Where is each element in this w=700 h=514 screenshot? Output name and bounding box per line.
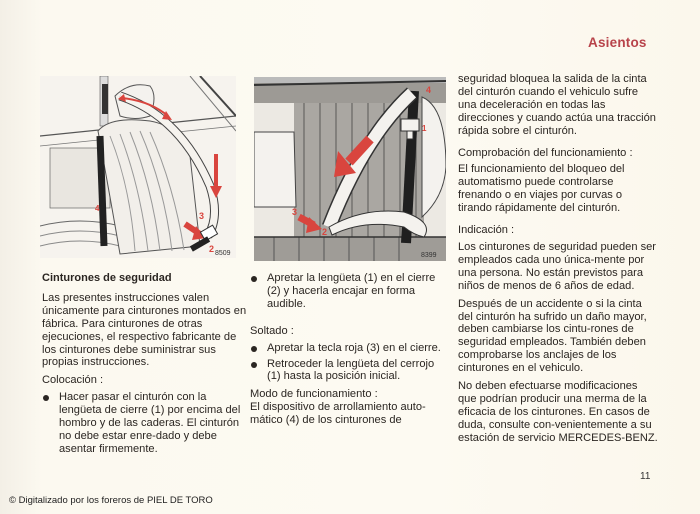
section-heading: Cinturones de seguridad — [42, 272, 172, 284]
callout-2: 2 — [209, 244, 215, 254]
bullet-text: Apretar la tecla roja (3) en el cierre. — [267, 341, 441, 354]
seat-belt-retractor-figure — [254, 77, 446, 261]
callout-1: 1 — [422, 124, 427, 133]
modo-label: Modo de funcionamiento : — [250, 388, 378, 401]
bullet-text: Hacer pasar el cinturón con la lengüeta de cierre (1) por encima del hombro y de las caderas. El cinturón no debe estar enre-dado y debe asentar firmemente. — [59, 391, 241, 455]
bullet-text: Retroceder la lengüeta del cerrojo (1) hasta la posición inicial. — [267, 357, 435, 383]
list-item — [250, 342, 450, 355]
callout-3: 3 — [292, 207, 298, 217]
bullet-icon — [251, 346, 257, 352]
list-item — [250, 272, 450, 311]
comprobacion-label: Comprobación del funcionamiento : — [458, 146, 633, 159]
bullet-text: Apretar la lengüeta (1) en el cierre (2) y hacerla encajar en forma audible. — [267, 272, 436, 310]
column-1 — [42, 272, 252, 456]
intro-paragraph: Las presentes instrucciones valen únicamente para cinturones montados en fábrica. Para cinturones de otras ejecuciones, el respectivo fabricante de los cinturones debe suministrar sus propias instrucciones. — [42, 291, 247, 369]
continuation-paragraph: seguridad bloquea la salida de la cinta del cinturón cuando el vehiculo sufre una deceleración en todas las direcciones y cuando actúa una tracción rápida sobre el cinturón. — [458, 73, 656, 137]
indicacion-label: Indicación : — [458, 224, 515, 237]
bullet-icon — [251, 276, 257, 282]
list-item — [250, 358, 450, 384]
seat-belt-fastening-figure — [40, 76, 236, 258]
callout-4: 4 — [426, 85, 432, 95]
page-number: 11 — [640, 471, 651, 482]
footer-credit: © Digitalizado por los foreros de PIEL DE TORO — [9, 495, 213, 506]
column-2 — [250, 272, 450, 427]
column-3 — [458, 73, 658, 445]
section-title: Asientos — [588, 35, 647, 50]
bullet-icon — [251, 362, 257, 368]
figure-2-label: 8399 — [421, 252, 437, 259]
list-item — [42, 391, 252, 456]
figure-1-label: 8509 — [215, 250, 231, 257]
accidente-text: Después de un accidente o si la cinta del cinturón ha sufrido un daño mayor, deben cambiarse los cintu-rones de seguridad empleados. También deben comprobarse los anclajes de los cinturones en el vehiculo. — [458, 297, 647, 375]
modo-text: El dispositivo de arrollamiento auto-mático (4) de los cinturones de — [250, 401, 426, 427]
modificaciones-text: No deben efectuarse modificaciones que podrían producir una merma de la eficacia de los cinturones. En casos de duda, consulte con-venientemente a su estación de servicio MERCEDES-BENZ. — [458, 380, 658, 444]
soltado-label: Soltado : — [250, 324, 294, 337]
callout-3: 3 — [199, 211, 205, 221]
callout-4: 4 — [95, 204, 100, 213]
colocacion-label: Colocación : — [42, 374, 104, 387]
bullet-icon — [43, 395, 49, 401]
callout-2: 2 — [322, 227, 328, 237]
indicacion-text: Los cinturones de seguridad pueden ser empleados cada uno única-mente por una persona. No están previstos para niños de menos de 6 años de edad. — [458, 240, 656, 292]
comprobacion-text: El funcionamiento del bloqueo del automatismo puede controlarse frenando o en viajes por curvas o tirando rápidamente del cinturón. — [458, 163, 625, 215]
